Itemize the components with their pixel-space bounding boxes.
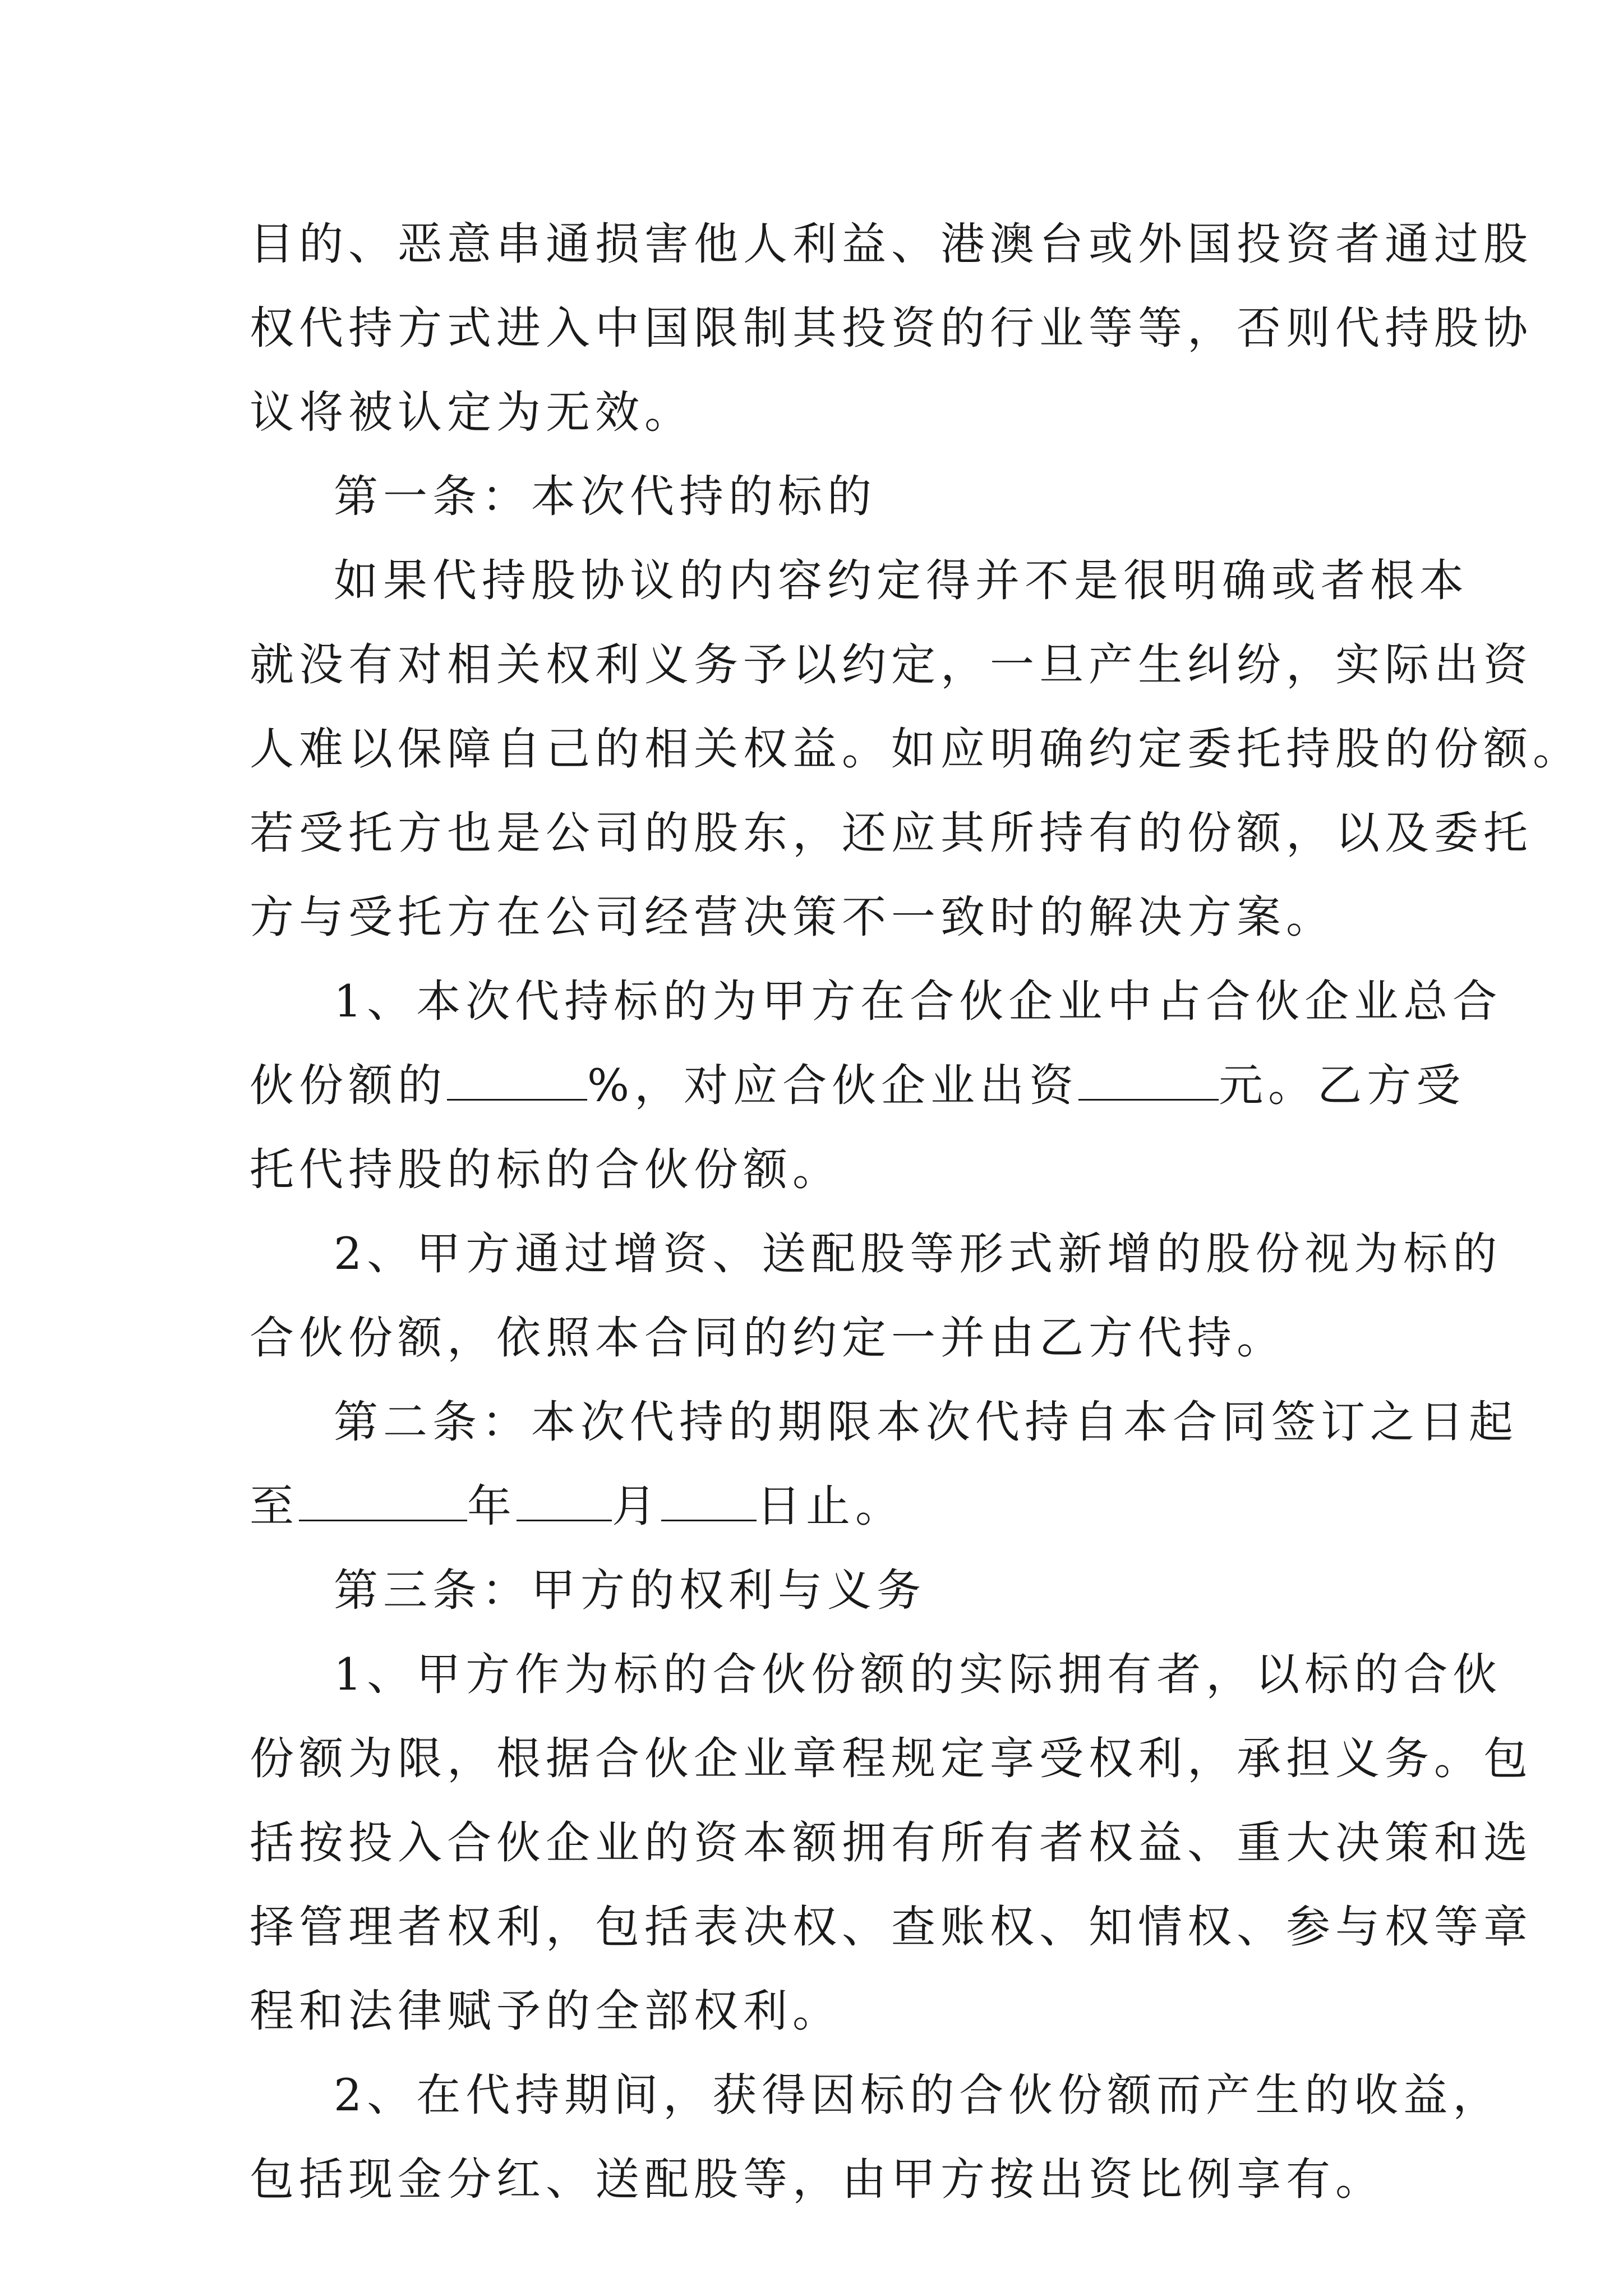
paragraph-line: 合伙份额，依照本合同的约定一并由乙方代持。	[250, 1312, 1286, 1364]
section-heading-article-2: 第二条：本次代持的期限本次代持自本合同签订之日起	[334, 1396, 1518, 1448]
term-date-line: 至 年 月 日止。	[250, 1480, 905, 1532]
paragraph-line: 程和法律赋予的全部权利。	[250, 1985, 842, 2037]
amount-blank[interactable]	[1078, 1064, 1219, 1101]
section-heading-article-3: 第三条：甲方的权利与义务	[334, 1565, 926, 1616]
month-blank[interactable]	[517, 1485, 612, 1521]
clause-1-line: 1、甲方作为标的合伙份额的实际拥有者，以标的合伙	[334, 1649, 1502, 1700]
paragraph-line: 如果代持股协议的内容约定得并不是很明确或者根本	[334, 555, 1469, 606]
paragraph-line: 方与受托方在公司经营决策不一致时的解决方案。	[250, 891, 1335, 943]
paragraph-line: 目的、恶意串通损害他人利益、港澳台或外国投资者通过股	[250, 218, 1533, 270]
year-blank[interactable]	[299, 1485, 467, 1521]
clause-2-line: 2、甲方通过增资、送配股等形式新增的股份视为标的	[334, 1228, 1502, 1280]
paragraph-line: 权代持方式进入中国限制其投资的行业等等，否则代持股协	[250, 302, 1533, 354]
clause-1-line: 1、本次代持标的为甲方在合伙企业中占合伙企业总合	[334, 976, 1502, 1027]
paragraph-line: 就没有对相关权利义务予以约定，一旦产生纠纷，实际出资	[250, 639, 1533, 691]
section-heading-article-1: 第一条：本次代持的标的	[334, 471, 877, 522]
paragraph-line: 份额为限，根据合伙企业章程规定享受权利，承担义务。包	[250, 1733, 1533, 1784]
day-blank[interactable]	[661, 1485, 757, 1521]
paragraph-line: 若受托方也是公司的股东，还应其所持有的份额，以及委托	[250, 807, 1533, 859]
paragraph-line: 托代持股的标的合伙份额。	[250, 1144, 842, 1195]
paragraph-line: 包括现金分红、送配股等，由甲方按出资比例享有。	[250, 2154, 1385, 2205]
percentage-blank[interactable]	[447, 1064, 587, 1101]
paragraph-line: 人难以保障自己的相关权益。如应明确约定委托持股的份额。	[250, 723, 1582, 775]
document-body	[250, 202, 1582, 2221]
clause-2-line: 2、在代持期间，获得因标的合伙份额而产生的收益，	[334, 2069, 1502, 2121]
paragraph-line: 择管理者权利，包括表决权、查账权、知情权、参与权等章	[250, 1901, 1533, 1953]
paragraph-line: 括按投入合伙企业的资本额拥有所有者权益、重大决策和选	[250, 1817, 1533, 1869]
clause-1-fill-line: 伙份额的 %，对应合伙企业出资 元。乙方受	[250, 1060, 1466, 1111]
paragraph-line: 议将被认定为无效。	[250, 386, 694, 438]
